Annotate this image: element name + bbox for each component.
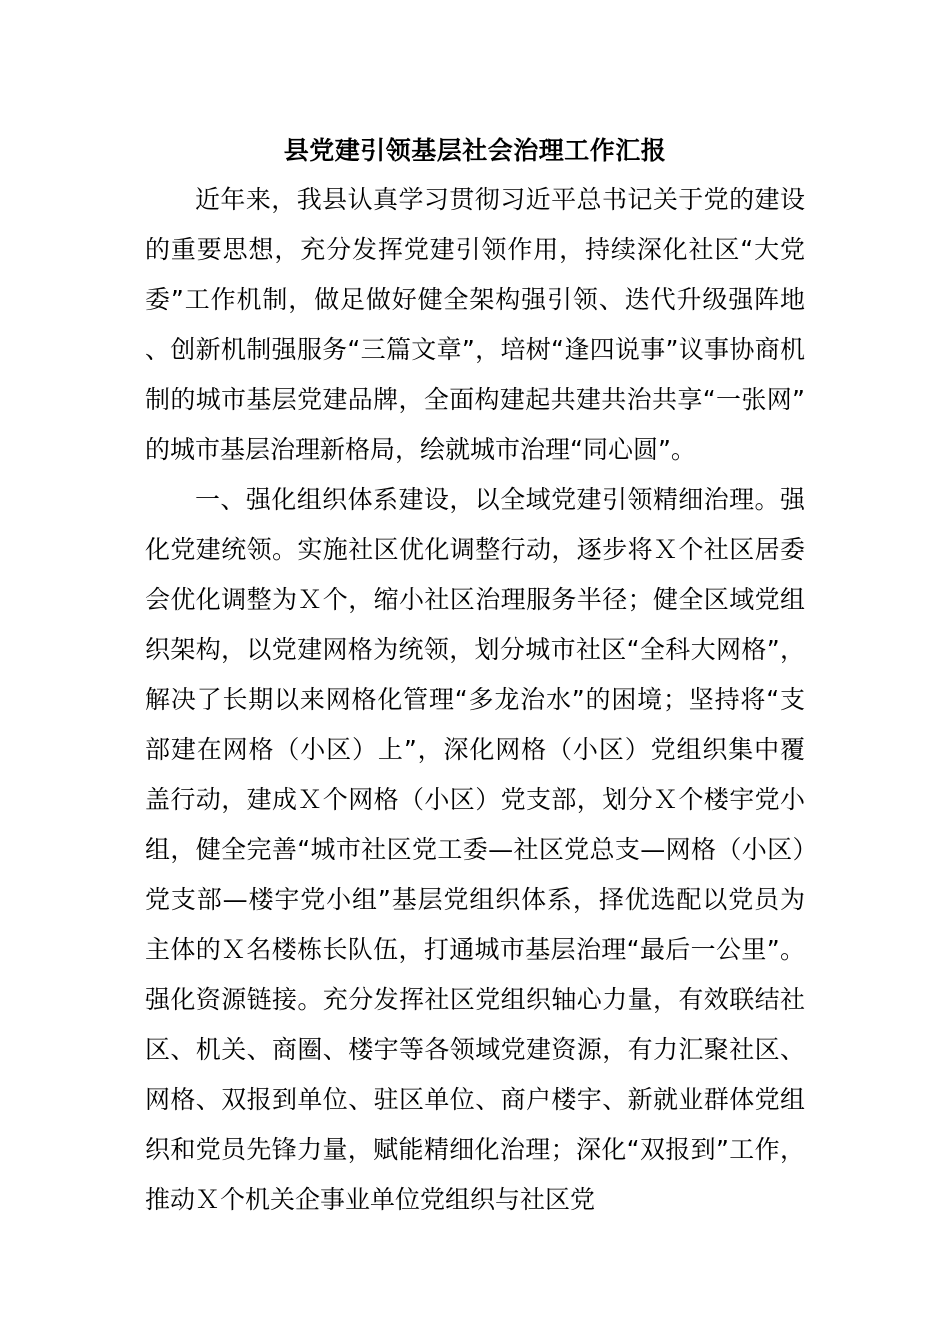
document-title: 县党建引领基层社会治理工作汇报 bbox=[283, 136, 667, 165]
paragraph-intro: 近年来，我县认真学习贯彻习近平总书记关于党的建设的重要思想，充分发挥党建引领作用，持续深化社区“大党委”工作机制，做足做好健全架构强引领、迭代升级强阵地、创新机制强服务“三篇文章”，培树“逢四说事”议事协商机制的城市基层党建品牌，全面构建起共建共治共享“一张网”的城市基层治理新格局，绘就城市治理“同心圆”。 bbox=[145, 185, 805, 464]
intro-paragraph-block bbox=[145, 175, 805, 475]
paragraph-section-one: 一、强化组织体系建设，以全域党建引领精细治理。强化党建统领。实施社区优化调整行动，逐步将Ｘ个社区居委会优化调整为Ｘ个，缩小社区治理服务半径；健全区域党组织架构，以党建网格为统领，划分城市社区“全科大网格”，解决了长期以来网格化管理“多龙治水”的困境；坚持将“支部建在网格（小区）上”，深化网格（小区）党组织集中覆盖行动，建成Ｘ个网格（小区）党支部，划分Ｘ个楼宇党小组，健全完善“城市社区党工委—社区党总支—网格（小区）党支部—楼宇党小组”基层党组织体系，择优选配以党员为主体的Ｘ名楼栋长队伍，打通城市基层治理“最后一公里”。强化资源链接。充分发挥社区党组织轴心力量，有效联结社区、机关、商圈、楼宇等各领域党建资源，有力汇聚社区、网格、双报到单位、驻区单位、商户楼宇、新就业群体党组织和党员先锋力量，赋能精细化治理；深化“双报到”工作，推动Ｘ个机关企事业单位党组织与社区党 bbox=[145, 485, 805, 1214]
section-one-paragraph-block bbox=[145, 475, 805, 1225]
